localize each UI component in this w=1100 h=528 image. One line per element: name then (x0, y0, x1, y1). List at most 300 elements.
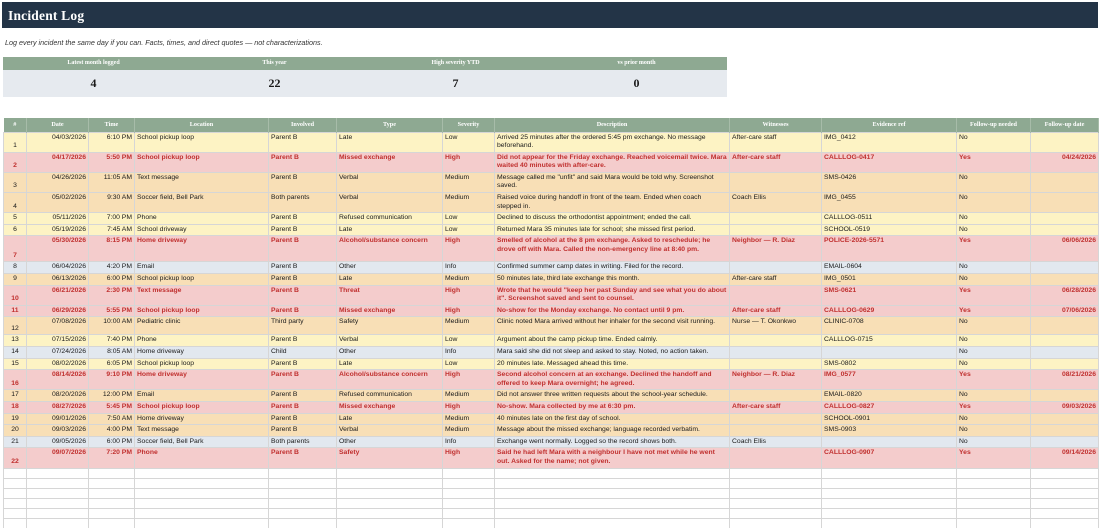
cell-involved[interactable]: Parent B (269, 262, 337, 274)
cell-type[interactable]: Late (337, 132, 443, 152)
empty-cell[interactable] (443, 468, 495, 478)
cell-evidence[interactable]: CALLLOG-0827 (822, 401, 957, 413)
cell-followup-date[interactable] (1031, 358, 1099, 370)
empty-cell[interactable] (443, 478, 495, 488)
cell-description[interactable]: Said he had left Mara with a neighbour I have not met while he went out. Asked for the name; not given. (495, 448, 730, 468)
summary-this-year[interactable] (184, 57, 365, 97)
cell-type[interactable]: Alcohol/substance concern (337, 236, 443, 262)
cell-time[interactable]: 12:00 PM (89, 390, 135, 402)
cell-witnesses[interactable]: Neighbor — R. Diaz (730, 370, 822, 390)
empty-cell[interactable] (4, 498, 27, 508)
empty-cell[interactable] (4, 508, 27, 518)
cell-location[interactable]: Text message (135, 172, 269, 192)
cell-date[interactable]: 05/30/2026 (27, 236, 89, 262)
cell-involved[interactable]: Parent B (269, 370, 337, 390)
cell-time[interactable]: 9:30 AM (89, 193, 135, 213)
cell-witnesses[interactable]: Coach Ellis (730, 193, 822, 213)
cell-description[interactable]: No-show for the Monday exchange. No contact until 9 pm. (495, 305, 730, 317)
cell-witnesses[interactable]: Nurse — T. Okonkwo (730, 317, 822, 335)
cell-severity[interactable]: Medium (443, 425, 495, 437)
col-header-severity[interactable]: Severity (443, 118, 495, 132)
empty-cell[interactable] (495, 478, 730, 488)
cell-time[interactable]: 8:15 PM (89, 236, 135, 262)
cell-date[interactable]: 05/19/2026 (27, 224, 89, 236)
cell-type[interactable]: Verbal (337, 193, 443, 213)
cell-evidence[interactable]: SCHOOL-0519 (822, 224, 957, 236)
cell-number[interactable]: 1 (4, 132, 27, 152)
empty-row[interactable] (4, 498, 1099, 508)
cell-date[interactable]: 09/03/2026 (27, 425, 89, 437)
cell-witnesses[interactable] (730, 262, 822, 274)
cell-evidence[interactable]: SCHOOL-0901 (822, 413, 957, 425)
table-row[interactable] (4, 285, 1099, 305)
cell-involved[interactable]: Parent B (269, 236, 337, 262)
cell-severity[interactable]: Info (443, 436, 495, 448)
empty-cell[interactable] (1031, 498, 1099, 508)
empty-cell[interactable] (443, 518, 495, 528)
cell-severity[interactable]: High (443, 401, 495, 413)
cell-followup[interactable]: No (957, 172, 1031, 192)
cell-evidence[interactable]: SMS-0621 (822, 285, 957, 305)
empty-cell[interactable] (89, 518, 135, 528)
cell-severity[interactable]: Info (443, 347, 495, 359)
cell-followup-date[interactable] (1031, 347, 1099, 359)
col-header-location[interactable]: Location (135, 118, 269, 132)
cell-location[interactable]: Text message (135, 425, 269, 437)
cell-followup-date[interactable]: 09/03/2026 (1031, 401, 1099, 413)
cell-time[interactable]: 5:55 PM (89, 305, 135, 317)
cell-type[interactable]: Late (337, 274, 443, 286)
cell-date[interactable]: 08/20/2026 (27, 390, 89, 402)
cell-location[interactable]: School pickup loop (135, 274, 269, 286)
cell-severity[interactable]: High (443, 305, 495, 317)
table-row[interactable] (4, 274, 1099, 286)
cell-involved[interactable]: Parent B (269, 401, 337, 413)
cell-type[interactable]: Safety (337, 448, 443, 468)
cell-number[interactable]: 15 (4, 358, 27, 370)
empty-cell[interactable] (730, 468, 822, 478)
cell-type[interactable]: Other (337, 347, 443, 359)
table-row[interactable] (4, 401, 1099, 413)
cell-followup[interactable]: Yes (957, 236, 1031, 262)
empty-cell[interactable] (730, 508, 822, 518)
table-row[interactable] (4, 347, 1099, 359)
cell-severity[interactable]: Medium (443, 274, 495, 286)
cell-location[interactable]: Pediatric clinic (135, 317, 269, 335)
cell-time[interactable]: 4:20 PM (89, 262, 135, 274)
cell-followup-date[interactable] (1031, 224, 1099, 236)
cell-time[interactable]: 7:50 AM (89, 413, 135, 425)
cell-followup-date[interactable] (1031, 335, 1099, 347)
cell-number[interactable]: 14 (4, 347, 27, 359)
empty-cell[interactable] (822, 488, 957, 498)
empty-cell[interactable] (337, 508, 443, 518)
cell-evidence[interactable]: CALLLOG-0907 (822, 448, 957, 468)
cell-description[interactable]: Message called me "unfit" and said Mara would be told why. Screenshot saved. (495, 172, 730, 192)
cell-followup[interactable]: No (957, 347, 1031, 359)
table-row[interactable] (4, 358, 1099, 370)
cell-number[interactable]: 4 (4, 193, 27, 213)
cell-number[interactable]: 20 (4, 425, 27, 437)
col-header-evidence[interactable]: Evidence ref (822, 118, 957, 132)
cell-type[interactable]: Threat (337, 285, 443, 305)
cell-number[interactable]: 13 (4, 335, 27, 347)
cell-description[interactable]: Smelled of alcohol at the 8 pm exchange. Asked to reschedule; he drove off with Mara. Called the non-emergency line at 8:40 pm. (495, 236, 730, 262)
cell-evidence[interactable] (822, 347, 957, 359)
cell-followup-date[interactable]: 06/06/2026 (1031, 236, 1099, 262)
cell-followup[interactable]: Yes (957, 370, 1031, 390)
empty-row[interactable] (4, 508, 1099, 518)
cell-involved[interactable]: Parent B (269, 213, 337, 225)
cell-time[interactable]: 4:00 PM (89, 425, 135, 437)
cell-location[interactable]: Home driveway (135, 236, 269, 262)
cell-date[interactable]: 05/11/2026 (27, 213, 89, 225)
cell-followup[interactable]: No (957, 436, 1031, 448)
cell-severity[interactable]: Medium (443, 193, 495, 213)
empty-row[interactable] (4, 488, 1099, 498)
cell-type[interactable]: Other (337, 436, 443, 448)
empty-cell[interactable] (957, 488, 1031, 498)
cell-witnesses[interactable]: After-care staff (730, 305, 822, 317)
cell-number[interactable]: 18 (4, 401, 27, 413)
cell-type[interactable]: Refused communication (337, 390, 443, 402)
empty-cell[interactable] (1031, 508, 1099, 518)
cell-location[interactable]: School pickup loop (135, 401, 269, 413)
cell-followup[interactable]: No (957, 358, 1031, 370)
cell-involved[interactable]: Parent B (269, 413, 337, 425)
cell-severity[interactable]: Medium (443, 390, 495, 402)
cell-followup-date[interactable]: 04/24/2026 (1031, 152, 1099, 172)
cell-location[interactable]: Home driveway (135, 347, 269, 359)
cell-number[interactable]: 2 (4, 152, 27, 172)
cell-evidence[interactable]: POLICE-2026-5571 (822, 236, 957, 262)
empty-cell[interactable] (957, 468, 1031, 478)
cell-involved[interactable]: Parent B (269, 224, 337, 236)
empty-cell[interactable] (730, 478, 822, 488)
empty-cell[interactable] (957, 518, 1031, 528)
cell-date[interactable]: 06/13/2026 (27, 274, 89, 286)
cell-witnesses[interactable] (730, 347, 822, 359)
empty-cell[interactable] (89, 508, 135, 518)
cell-description[interactable]: No-show. Mara collected by me at 6:30 pm. (495, 401, 730, 413)
empty-cell[interactable] (27, 478, 89, 488)
cell-number[interactable]: 11 (4, 305, 27, 317)
empty-cell[interactable] (337, 488, 443, 498)
cell-description[interactable]: Raised voice during handoff in front of the team. Ended when coach stepped in. (495, 193, 730, 213)
cell-location[interactable]: Home driveway (135, 370, 269, 390)
empty-cell[interactable] (443, 488, 495, 498)
cell-followup-date[interactable]: 07/06/2026 (1031, 305, 1099, 317)
empty-cell[interactable] (89, 478, 135, 488)
cell-followup-date[interactable] (1031, 317, 1099, 335)
cell-date[interactable]: 04/03/2026 (27, 132, 89, 152)
table-row[interactable] (4, 436, 1099, 448)
cell-evidence[interactable]: CALLLOG-0511 (822, 213, 957, 225)
cell-involved[interactable]: Parent B (269, 274, 337, 286)
cell-date[interactable]: 09/07/2026 (27, 448, 89, 468)
cell-description[interactable]: Argument about the camp pickup time. Ended calmly. (495, 335, 730, 347)
cell-involved[interactable]: Parent B (269, 305, 337, 317)
cell-followup-date[interactable] (1031, 193, 1099, 213)
col-header-witnesses[interactable]: Witnesses (730, 118, 822, 132)
cell-followup-date[interactable]: 06/28/2026 (1031, 285, 1099, 305)
cell-evidence[interactable]: CALLLOG-0417 (822, 152, 957, 172)
cell-location[interactable]: Email (135, 390, 269, 402)
empty-cell[interactable] (89, 498, 135, 508)
cell-description[interactable]: Mara said she did not sleep and asked to stay. Noted, no action taken. (495, 347, 730, 359)
cell-severity[interactable]: Medium (443, 317, 495, 335)
cell-witnesses[interactable]: After-care staff (730, 152, 822, 172)
cell-number[interactable]: 12 (4, 317, 27, 335)
cell-description[interactable]: Exchange went normally. Logged so the record shows both. (495, 436, 730, 448)
cell-location[interactable]: School pickup loop (135, 132, 269, 152)
empty-cell[interactable] (443, 508, 495, 518)
empty-cell[interactable] (27, 488, 89, 498)
cell-date[interactable]: 05/02/2026 (27, 193, 89, 213)
cell-severity[interactable]: High (443, 152, 495, 172)
cell-followup[interactable]: No (957, 390, 1031, 402)
cell-location[interactable]: Soccer field, Bell Park (135, 436, 269, 448)
empty-cell[interactable] (730, 498, 822, 508)
empty-cell[interactable] (337, 518, 443, 528)
empty-cell[interactable] (822, 478, 957, 488)
cell-evidence[interactable]: CALLLOG-0715 (822, 335, 957, 347)
cell-type[interactable]: Verbal (337, 172, 443, 192)
cell-witnesses[interactable]: Neighbor — R. Diaz (730, 236, 822, 262)
empty-cell[interactable] (1031, 518, 1099, 528)
cell-severity[interactable]: Low (443, 213, 495, 225)
col-header-followup-date[interactable]: Follow-up date (1031, 118, 1099, 132)
empty-cell[interactable] (337, 498, 443, 508)
table-row[interactable] (4, 172, 1099, 192)
cell-involved[interactable]: Parent B (269, 152, 337, 172)
cell-involved[interactable]: Parent B (269, 285, 337, 305)
cell-date[interactable]: 08/14/2026 (27, 370, 89, 390)
cell-location[interactable]: School pickup loop (135, 305, 269, 317)
table-row[interactable] (4, 448, 1099, 468)
cell-witnesses[interactable] (730, 335, 822, 347)
cell-location[interactable]: Home driveway (135, 413, 269, 425)
cell-location[interactable]: School driveway (135, 224, 269, 236)
cell-number[interactable]: 19 (4, 413, 27, 425)
cell-severity[interactable]: High (443, 236, 495, 262)
cell-followup[interactable]: No (957, 425, 1031, 437)
cell-date[interactable]: 08/02/2026 (27, 358, 89, 370)
cell-number[interactable]: 16 (4, 370, 27, 390)
cell-witnesses[interactable] (730, 285, 822, 305)
cell-location[interactable]: Phone (135, 448, 269, 468)
empty-cell[interactable] (443, 498, 495, 508)
empty-cell[interactable] (730, 488, 822, 498)
cell-severity[interactable]: Medium (443, 172, 495, 192)
cell-involved[interactable]: Parent B (269, 172, 337, 192)
cell-followup-date[interactable]: 09/14/2026 (1031, 448, 1099, 468)
empty-cell[interactable] (957, 478, 1031, 488)
cell-description[interactable]: 20 minutes late. Messaged ahead this time. (495, 358, 730, 370)
cell-involved[interactable]: Both parents (269, 436, 337, 448)
cell-type[interactable]: Verbal (337, 425, 443, 437)
cell-severity[interactable]: Low (443, 335, 495, 347)
cell-involved[interactable]: Parent B (269, 335, 337, 347)
cell-followup-date[interactable] (1031, 436, 1099, 448)
cell-type[interactable]: Late (337, 224, 443, 236)
empty-cell[interactable] (337, 478, 443, 488)
table-row[interactable] (4, 236, 1099, 262)
empty-cell[interactable] (4, 488, 27, 498)
empty-cell[interactable] (135, 498, 269, 508)
empty-cell[interactable] (4, 518, 27, 528)
cell-date[interactable]: 04/17/2026 (27, 152, 89, 172)
cell-followup[interactable]: Yes (957, 152, 1031, 172)
empty-cell[interactable] (1031, 468, 1099, 478)
table-row[interactable] (4, 425, 1099, 437)
cell-description[interactable]: Did not appear for the Friday exchange. Reached voicemail twice. Mara waited 40 minutes with after-care. (495, 152, 730, 172)
empty-cell[interactable] (269, 468, 337, 478)
cell-evidence[interactable]: IMG_0501 (822, 274, 957, 286)
empty-cell[interactable] (135, 488, 269, 498)
cell-time[interactable]: 6:00 PM (89, 274, 135, 286)
cell-date[interactable]: 07/24/2026 (27, 347, 89, 359)
cell-evidence[interactable]: IMG_0455 (822, 193, 957, 213)
table-row[interactable] (4, 262, 1099, 274)
cell-time[interactable]: 5:45 PM (89, 401, 135, 413)
cell-description[interactable]: Second alcohol concern at an exchange. Declined the handoff and offered to keep Mara overnight; he agreed. (495, 370, 730, 390)
cell-severity[interactable]: High (443, 370, 495, 390)
empty-cell[interactable] (135, 478, 269, 488)
cell-number[interactable]: 21 (4, 436, 27, 448)
empty-cell[interactable] (495, 508, 730, 518)
cell-number[interactable]: 3 (4, 172, 27, 192)
empty-row[interactable] (4, 518, 1099, 528)
cell-severity[interactable]: Medium (443, 413, 495, 425)
cell-date[interactable]: 08/27/2026 (27, 401, 89, 413)
cell-time[interactable]: 11:05 AM (89, 172, 135, 192)
cell-location[interactable]: Phone (135, 213, 269, 225)
table-row[interactable] (4, 317, 1099, 335)
empty-row[interactable] (4, 468, 1099, 478)
table-row[interactable] (4, 305, 1099, 317)
cell-followup[interactable]: No (957, 132, 1031, 152)
col-header-time[interactable]: Time (89, 118, 135, 132)
col-header-followup[interactable]: Follow-up needed (957, 118, 1031, 132)
cell-involved[interactable]: Parent B (269, 390, 337, 402)
cell-description[interactable]: Clinic noted Mara arrived without her inhaler for the second visit running. (495, 317, 730, 335)
cell-evidence[interactable] (822, 436, 957, 448)
cell-followup[interactable]: No (957, 224, 1031, 236)
cell-description[interactable]: Confirmed summer camp dates in writing. Filed for the record. (495, 262, 730, 274)
cell-type[interactable]: Late (337, 413, 443, 425)
empty-cell[interactable] (495, 498, 730, 508)
cell-date[interactable]: 06/21/2026 (27, 285, 89, 305)
empty-cell[interactable] (269, 498, 337, 508)
cell-followup-date[interactable] (1031, 274, 1099, 286)
cell-followup-date[interactable] (1031, 213, 1099, 225)
empty-cell[interactable] (495, 488, 730, 498)
cell-time[interactable]: 8:05 AM (89, 347, 135, 359)
table-row[interactable] (4, 213, 1099, 225)
cell-evidence[interactable]: EMAIL-0820 (822, 390, 957, 402)
cell-followup[interactable]: No (957, 274, 1031, 286)
empty-row[interactable] (4, 478, 1099, 488)
empty-cell[interactable] (27, 518, 89, 528)
empty-cell[interactable] (822, 498, 957, 508)
table-row[interactable] (4, 152, 1099, 172)
empty-cell[interactable] (337, 468, 443, 478)
empty-cell[interactable] (269, 518, 337, 528)
cell-involved[interactable]: Parent B (269, 358, 337, 370)
empty-cell[interactable] (135, 508, 269, 518)
cell-evidence[interactable]: EMAIL-0604 (822, 262, 957, 274)
empty-cell[interactable] (269, 488, 337, 498)
cell-followup-date[interactable]: 08/21/2026 (1031, 370, 1099, 390)
summary-vs-prior[interactable] (546, 57, 727, 97)
col-header-description[interactable]: Description (495, 118, 730, 132)
empty-cell[interactable] (135, 518, 269, 528)
cell-witnesses[interactable] (730, 358, 822, 370)
col-header-date[interactable]: Date (27, 118, 89, 132)
col-header-number[interactable]: # (4, 118, 27, 132)
empty-cell[interactable] (957, 508, 1031, 518)
cell-description[interactable]: Declined to discuss the orthodontist appointment; ended the call. (495, 213, 730, 225)
cell-number[interactable]: 10 (4, 285, 27, 305)
cell-witnesses[interactable]: After-care staff (730, 132, 822, 152)
cell-witnesses[interactable]: Coach Ellis (730, 436, 822, 448)
cell-witnesses[interactable] (730, 224, 822, 236)
cell-followup[interactable]: No (957, 213, 1031, 225)
cell-location[interactable]: Phone (135, 335, 269, 347)
empty-cell[interactable] (730, 518, 822, 528)
cell-location[interactable]: School pickup loop (135, 152, 269, 172)
cell-evidence[interactable]: CLINIC-0708 (822, 317, 957, 335)
cell-followup-date[interactable] (1031, 262, 1099, 274)
cell-witnesses[interactable] (730, 213, 822, 225)
cell-time[interactable]: 6:05 PM (89, 358, 135, 370)
cell-description[interactable]: Message about the missed exchange; language recorded verbatim. (495, 425, 730, 437)
cell-type[interactable]: Refused communication (337, 213, 443, 225)
col-header-involved[interactable]: Involved (269, 118, 337, 132)
cell-severity[interactable]: High (443, 448, 495, 468)
cell-witnesses[interactable] (730, 413, 822, 425)
cell-type[interactable]: Missed exchange (337, 152, 443, 172)
cell-time[interactable]: 7:20 PM (89, 448, 135, 468)
empty-cell[interactable] (822, 508, 957, 518)
cell-time[interactable]: 5:50 PM (89, 152, 135, 172)
cell-time[interactable]: 7:40 PM (89, 335, 135, 347)
cell-followup[interactable]: Yes (957, 285, 1031, 305)
table-row[interactable] (4, 193, 1099, 213)
empty-cell[interactable] (27, 468, 89, 478)
cell-type[interactable]: Alcohol/substance concern (337, 370, 443, 390)
cell-followup[interactable]: Yes (957, 305, 1031, 317)
empty-cell[interactable] (27, 498, 89, 508)
cell-description[interactable]: 40 minutes late on the first day of school. (495, 413, 730, 425)
cell-description[interactable]: 50 minutes late, third late exchange this month. (495, 274, 730, 286)
cell-date[interactable]: 06/04/2026 (27, 262, 89, 274)
cell-number[interactable]: 5 (4, 213, 27, 225)
empty-cell[interactable] (1031, 478, 1099, 488)
cell-number[interactable]: 22 (4, 448, 27, 468)
cell-followup[interactable]: No (957, 262, 1031, 274)
cell-time[interactable]: 7:00 PM (89, 213, 135, 225)
cell-witnesses[interactable] (730, 390, 822, 402)
cell-description[interactable]: Returned Mara 35 minutes late for school; she missed first period. (495, 224, 730, 236)
table-row[interactable] (4, 132, 1099, 152)
table-row[interactable] (4, 390, 1099, 402)
cell-severity[interactable]: Low (443, 132, 495, 152)
cell-time[interactable]: 2:30 PM (89, 285, 135, 305)
cell-followup-date[interactable] (1031, 413, 1099, 425)
cell-involved[interactable]: Third party (269, 317, 337, 335)
